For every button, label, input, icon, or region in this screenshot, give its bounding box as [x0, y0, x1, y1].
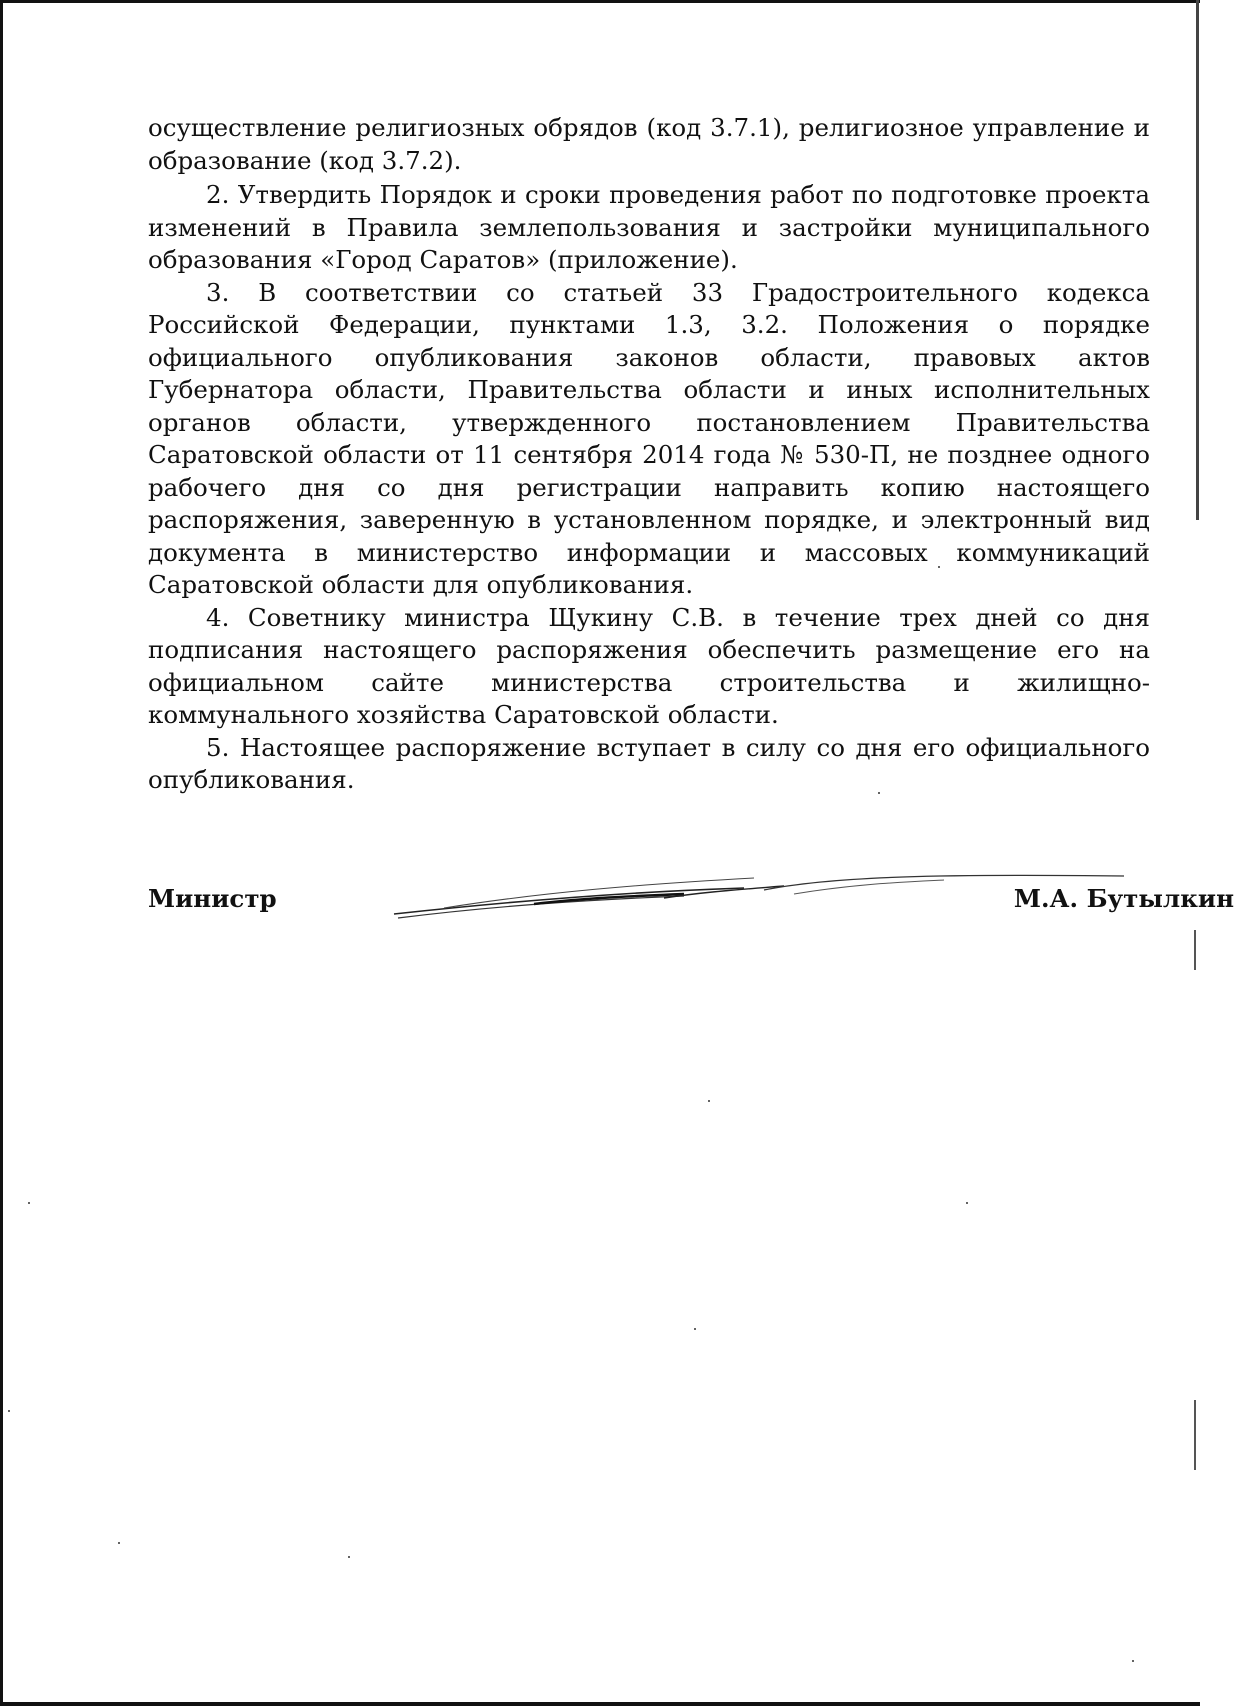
scan-speck	[28, 1202, 30, 1204]
paragraph-item-2: 2. Утвердить Порядок и сроки проведения работ по подготовке проекта изменений в Правила землепользования и застройки муниципального образования «Город Саратов» (приложение).	[148, 180, 1150, 274]
paragraph-continuation: осуществление религиозных обрядов (код 3.7.1), религиозное управление и образование (код 3.7.2).	[148, 113, 1150, 175]
scan-speck	[966, 1202, 968, 1204]
scan-speck	[694, 1328, 696, 1330]
scan-border-right	[1196, 0, 1199, 520]
scan-speck	[1132, 1660, 1134, 1662]
signatory-name: М.А. Бутылкин	[1013, 884, 1234, 913]
scan-speck	[348, 1556, 350, 1558]
scan-speck	[938, 566, 940, 568]
paragraph-item-4: 4. Советнику министра Щукину С.В. в течение трех дней со дня подписания настоящего распоряжения обеспечить размещение его на официальном сайте министерства строительства и жилищно-коммунального хозяйства Саратовской области.	[148, 602, 1150, 729]
scan-speck	[878, 792, 880, 794]
scan-speck	[8, 1410, 10, 1412]
scan-speck	[118, 1542, 120, 1544]
paragraph-item-5: 5. Настоящее распоряжение вступает в силу со дня его официального опубликования.	[148, 732, 1150, 794]
scan-mark	[1194, 930, 1196, 970]
paragraph-item-3: 3. В соответствии со статьей 33 Градостроительного кодекса Российской Федерации, пунктами 1.3, 3.2. Положения о порядке официального опубликования законов области, правовых актов Губернатора области, Правительства области и иных исполнительных органов области, утвержденного постановлением Правительства Саратовской области от 11 сентября 2014 года № 530-П, не позднее одного рабочего дня со дня регистрации направить копию настоящего распоряжения, заверенную в установленном порядке, и электронный вид документа в министерство информации и массовых коммуникаций Саратовской области для опубликования.	[148, 277, 1150, 599]
scan-border-left	[0, 0, 3, 1706]
scan-mark	[1194, 1400, 1196, 1470]
signatory-title: Министр	[148, 884, 277, 913]
signature-block	[148, 884, 1234, 924]
scan-border-bottom	[0, 1702, 1200, 1706]
document-body	[148, 112, 1150, 797]
scan-speck	[708, 1100, 710, 1102]
scan-border-top	[0, 0, 1200, 3]
